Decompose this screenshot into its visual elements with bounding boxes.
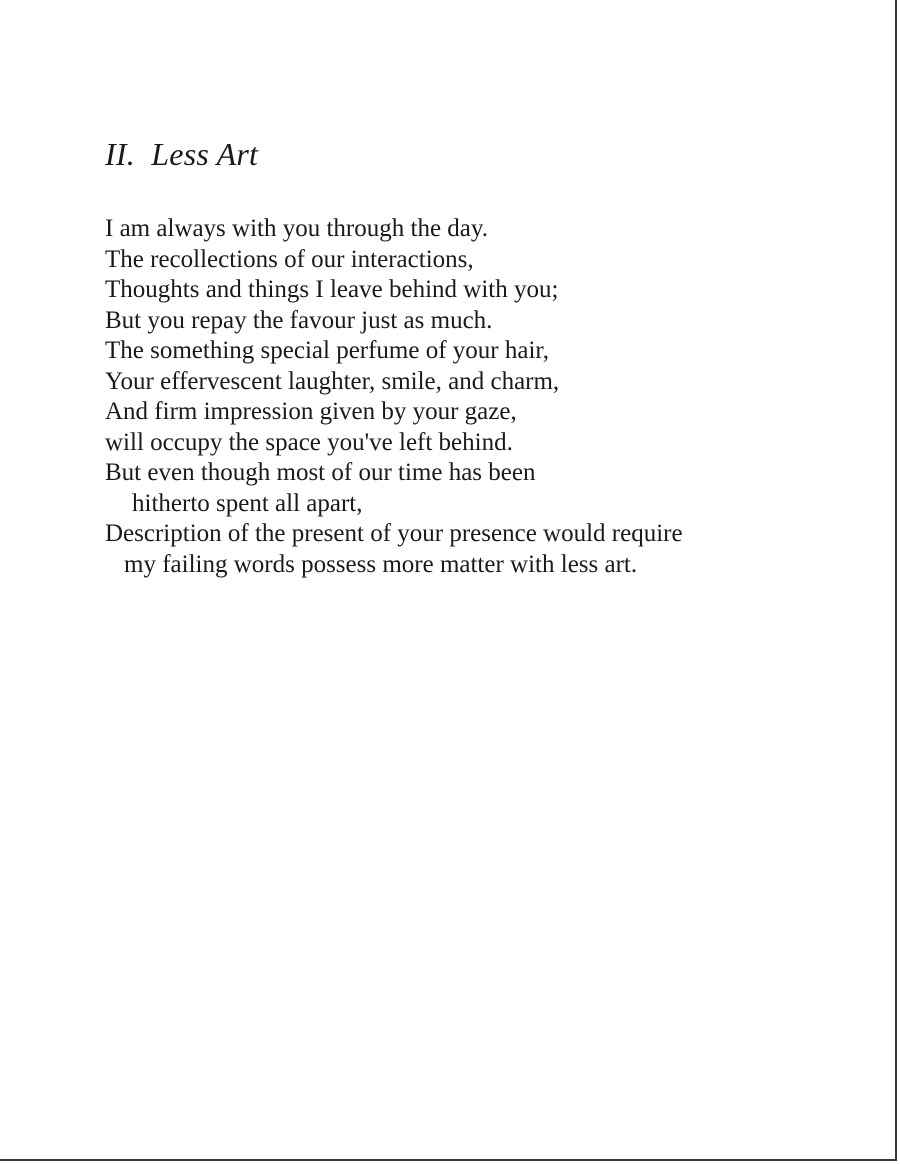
poem-line: Description of the present of your presence would require — [105, 520, 683, 547]
poem-line: The something special perfume of your hair, — [105, 337, 549, 364]
poem-line: will occupy the space you've left behind. — [105, 428, 513, 456]
poem-line: I am always with you through the day. — [105, 215, 489, 242]
poem-line: But you repay the favour just as much. — [105, 306, 493, 334]
poem-line-continuation: hitherto spent all apart, — [132, 489, 363, 517]
poem-line: Your effervescent laughter, smile, and charm, — [105, 367, 560, 395]
poem-line-continuation: my failing words possess more matter with less art. — [124, 550, 638, 578]
poem-line: Thoughts and things I leave behind with you; — [105, 276, 559, 303]
poem-line: But even though most of our time has been — [105, 459, 536, 486]
poem-line: The recollections of our interactions, — [105, 245, 474, 273]
poem-line: And firm impression given by your gaze, — [105, 398, 517, 425]
poem-stanza — [105, 214, 683, 580]
poem-title: II. Less Art — [105, 136, 259, 172]
